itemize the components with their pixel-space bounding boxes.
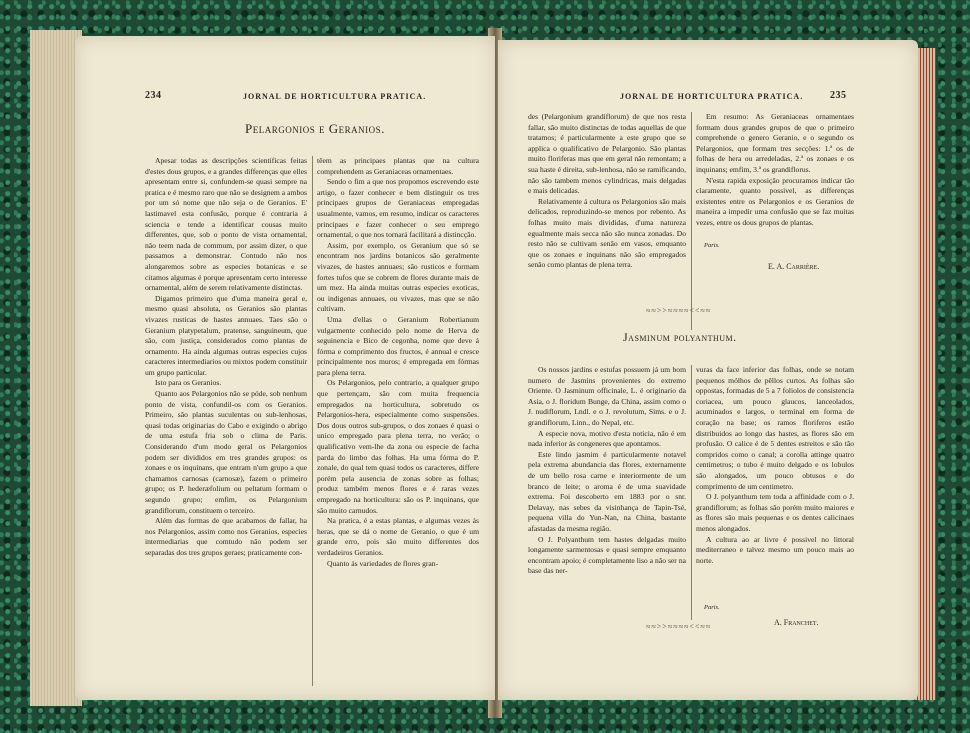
- paragraph: Quanto ás variedades de flores gran-: [327, 558, 439, 568]
- paragraph: Este lindo jasmim é particularmente notavel pela extrema abundancia das flores, externamente de um bello rosa carne e interiormente de um branco de leite; o aroma é de uma suavidade extrema. Foi descoberto em 1883 por o snr. Delavay, nas sebes da visinhança de Tapin-Tsé, pequena villa do Yun-Nan, na China, bastante afastadas da mesma região.: [528, 449, 686, 533]
- paragraph: Uma d'ellas o Geranium Robertianum vulgarmente conhecido pelo nome de Herva de seguinencia e Bico de cegonha, nome que deve á fórma e comprimento dos fructos, é annual e cresce principalmente nos muros; é empregada em fórmas para plena terra.: [317, 314, 479, 377]
- paragraph: têem as principaes plantas que na cultura comprehendem as Geraniaceas ornamentaes.: [317, 156, 479, 176]
- column-rule: [691, 112, 692, 330]
- paragraph: Assim, por exemplo, os Geranium que só se encontram nos jardins botanicos são geralmente vivazes, de hastes annuaes; são rusticos e formam fortes tufos que se cobrem de flores durante mais de um mez. Ha ainda muitas outras especies exoticas, ou indigenas annuaes, ou vivazes, mas que se não cultivam.: [317, 240, 479, 314]
- page-number: 234: [145, 90, 162, 101]
- paragraph: O J. Polyanthum tem hastes delgadas muito longamente sarmentosas e quasi sempre emquanto encontram apoio; é completamente liso a não ser na base das ner-: [528, 534, 686, 576]
- right-top-column-1: [528, 112, 686, 332]
- running-head: JORNAL DE HORTICULTURA PRATICA.: [243, 92, 427, 101]
- running-head: JORNAL DE HORTICULTURA PRATICA.: [620, 92, 804, 101]
- paragraph: Os nossos jardins e estufas possuem já um bom numero de Jasmins provenientes do extremo Oriente. O Jasminum officinale, L. é originario da Asia, o J. floridum Bunge, da China, assim como o J. nudiflorum, Lndl. e o J. revolutum, Sims. e o J. grandiflorum, Linn., do Nepal, etc.: [528, 365, 686, 427]
- right-top-column-2: [696, 112, 854, 244]
- column-rule: [312, 156, 313, 686]
- paragraph: des (Pelargonium grandiflorum) de que nos resta fallar, são muito distinctas de todas aquellas de que tratamos; é particularmente a este grupo que se applica o qualificativo de Pelargonio. São plantas muito floriferas mas que em geral não remontam; a sua haste é direita, sub-lenhosa, não se ramificando, não são tambem menos cylindricas, mais delgadas e mais delicadas.: [528, 112, 686, 196]
- paragraph: Apesar todas as descripções scientificas feitas d'estes dous grupos, e a grandes differenças que elles apresentam entre si, confundem-se quasi sempre na pratica e é mesmo raro que não se designem a ambos por um só nome que não seja o de Geranios. E' lastimavel esta confusão, porque é contraria á sciencia e tende a identificar cousas muito differentes, que, sob o ponto de vista ornamental, não teem nada de commum, por assim dizer, o que passamos a demonstrar. Contudo não nos alongaremos sobre as especies botanicas e se citamos algumas é porque apresentam certo interesse ornamental, além de serem relativamente distinctas.: [145, 156, 307, 293]
- paragraph: Na pratica, é a estas plantas, e algumas vezes ás heras, que se dá o nome de Geranio, o que é um grande erro, pois são muito differentes dos verdadeiros Geranios.: [317, 516, 479, 557]
- paragraph: O J. polyanthum tem toda a affinidade com o J. grandiflorum; as folhas são porém muito maiores e as flores são mais pequenas e os dentes calicinaes menos alongados.: [696, 492, 854, 533]
- right-bottom-column-2: [696, 365, 854, 595]
- article-title: Jasminum polyanthum.: [623, 330, 737, 344]
- paragraph: Isto para os Geranios.: [155, 378, 222, 388]
- left-column-1: [145, 156, 307, 694]
- paragraph: vuras da face inferior das folhas, onde se notam pequenos mólhos de pêllos curtos. As folhas são oppostas, formadas de 5 a 7 foliolos de consistencia coriacea, um pouco glaucos, lanceolados, acuminados e largos, o terminal em forma de coração na base; os ramos floriferos estão distribuidos ao longo das hastes, as flores são em profusão. O calice é de 5 dentes estreitos e são tão compridos como o canal; a corolla attinge quatro centimetros; o tubo é muito delgado e os lobulos são alongados, um pouco obtusos e do comprimento de um centimetro.: [696, 365, 854, 491]
- left-page: [75, 36, 495, 700]
- author-signature: E. A. Carrière.: [768, 262, 820, 271]
- ornament-divider: ≈≈>>≈≈≈≈<<≈≈: [646, 306, 712, 315]
- left-column-2: [317, 156, 479, 694]
- ornament-divider: ≈≈>>≈≈≈≈<<≈≈: [646, 622, 712, 631]
- paragraph: Relativamente á cultura os Pelargonios são mais delicados, reproduzindo-se menos por rebento. As folhas muito mais divididas, d'uma natureza egualmente mais secca não são nunca zonadas. Do resto não se cultivam senão em vasos, emquanto que os zonaes e inquinans não são empregados senão como plantas de plena terra.: [528, 196, 686, 270]
- page-number: 235: [830, 90, 847, 101]
- place-line: Paris.: [704, 604, 720, 611]
- paragraph: Em resumo: As Geraniaceas ornamentaes formam dous grandes grupos de que o primeiro comprehende o genero Geranio, e o segundo os Pelargonios, que formam tres secções: 1.ª os de folhas de hera ou arredeladas, 2.ª os zonaes e os inquinans; emfim, 3.ª os grandiflorus.: [696, 112, 854, 174]
- column-rule: [691, 365, 692, 620]
- place-line: Paris.: [704, 242, 720, 249]
- right-page: [498, 40, 918, 700]
- paragraph: N'esta rapida exposição procuramos indicar tão claramente, quanto possivel, as differenças existentes entre os Pelargonios e os Geranios de maneira a impedir uma confusão que se faz muitas vezes, entre os dous grupos de plantas.: [696, 175, 854, 227]
- paragraph: Sendo o fim a que nos propomos escrevendo este artigo, o fazer conhecer e bem distinguir os tres principaes grupos de Geraniaceas empregadas usualmente, vamos, em resumo, indicar os caracteres principaes e fazer conhecer o seu emprego ornamental, o que nos tornará facilitará a distincção.: [317, 177, 479, 240]
- right-bottom-column-1: [528, 365, 686, 627]
- paragraph: A cultura ao ar livre é possivel no littoral mediterraneo e talvez mesmo um pouco mais ao norte.: [696, 534, 854, 565]
- paragraph: Digamos primeiro que d'uma maneira geral e, mesmo quasi absoluta, os Geranios são plantas vivazes rusticas de hastes annuaes. Taes são o Geranium platypetalum, pratense, sanguineum, que são, com justiça, considerados como plantas de ornamento. Ha ainda algumas outras especies cujos caracteres intermediarios ou mixtos podem constituir um grupo particular.: [145, 293, 307, 377]
- article-title: Pelargonios e Geranios.: [245, 121, 385, 136]
- paragraph: Os Pelargonios, pelo contrario, a qualquer grupo que pertençam, são com muita frequencia empregados na horticultura, sobretudo os Pelargonios-hera, especialmente como suspensões. Dos dous outros sub-grupos, o dos zonaes é quasi o unico empregado para plena terra, no verão; o qualificativo vem-lhe da zona ou especie de facha parda do limbo das folhas. Ha uma fórma do P. zonale, do qual tem quasi todos os caracteres, differe porém pela ausencia de zonas sobre as folhas; produz também menos flores e é raras vezes empregado na horticultura: são os P. inquinans, que são muito carnudos.: [317, 378, 479, 515]
- author-signature: A. Franchet.: [774, 618, 819, 627]
- paragraph: A especie nova, motivo d'esta noticia, não é em nada inferior ás congeneres que apontamos.: [528, 428, 686, 449]
- paragraph: Além das formas de que acabamos de fallar, ha nos Pelargonios, assim como nos Geranios, especies intermediarias que comtudo não podem ser separadas dos tres grupos geraes; praticamente con-: [145, 516, 307, 557]
- paragraph: Quanto aos Pelargonios não se póde, sob nenhum ponto de vista, confundil-os com os Geranios. Primeiro, são plantas suculentas ou sub-lenhosas, quasi todas originarias do Cabo e exigindo o abrigo de uma estufa fria sob o clima de Paris. Considerando d'um modo geral os Pelargonios podem ser divididos em tres grandes grupos: os zonaes e os inquinans, que entram n'um grupo a que chamamos carnosas (carnosæ), fazem o primeiro grupo; os P. hederæfolium ou peltatum formam o segundo grupo; emfim, os Pelargonium grandiflorum, constituem o terceiro.: [145, 389, 307, 515]
